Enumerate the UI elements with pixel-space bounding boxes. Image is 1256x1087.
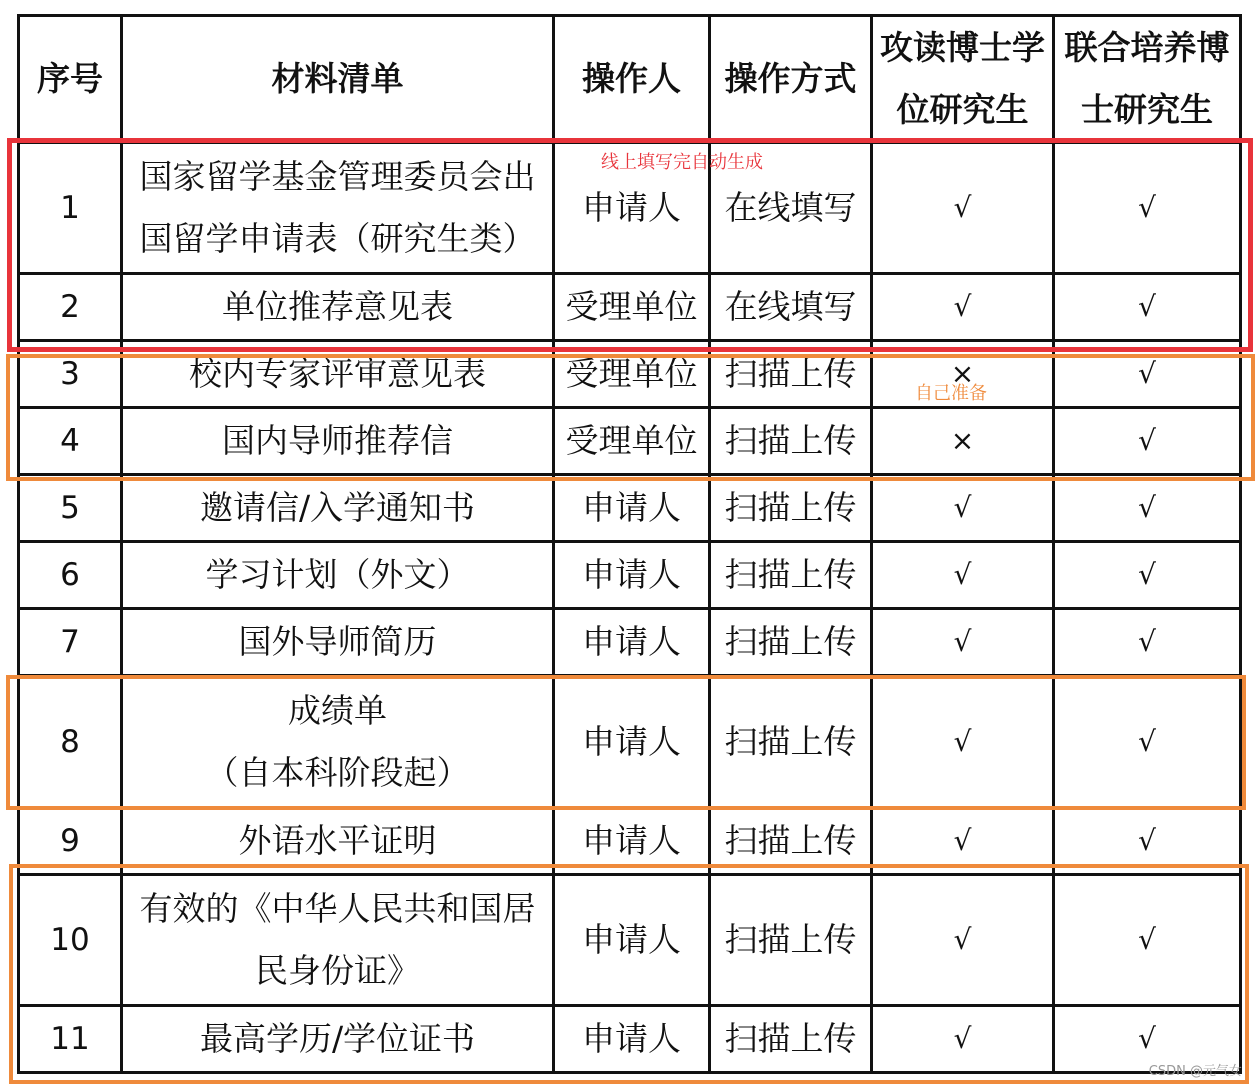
row-material <box>122 542 554 609</box>
header-seq: 序号 <box>19 16 122 143</box>
row-seq: 5 <box>19 475 122 542</box>
row-material-line: 外语水平证明 <box>238 821 437 860</box>
row-material-line: 有效的《中华人民共和国居 <box>139 889 536 928</box>
row-phd-mark: × <box>872 408 1054 475</box>
row-phd-mark: √ <box>872 676 1054 808</box>
row-material <box>122 875 554 1006</box>
row-operator: 受理单位 <box>554 408 710 475</box>
row-phd-mark: √ <box>872 274 1054 341</box>
row-phd-mark: √ <box>872 609 1054 676</box>
row-material-line: 民身份证》 <box>255 951 420 990</box>
header-method: 操作方式 <box>710 16 872 143</box>
row-joint-mark: √ <box>1054 875 1241 1006</box>
row-material <box>122 808 554 875</box>
row-material-line: 单位推荐意见表 <box>222 287 453 326</box>
row-operator: 申请人 <box>554 676 710 808</box>
materials-table <box>17 14 1242 1074</box>
row-material-line: （自本科阶段起） <box>205 752 470 792</box>
header-phd-line2: 位研究生 <box>896 90 1029 129</box>
table-row <box>19 542 1241 609</box>
row-joint-mark: √ <box>1054 475 1241 542</box>
row-method: 扫描上传 <box>710 408 872 475</box>
row-phd-mark: √ <box>872 475 1054 542</box>
row-phd-mark: √ <box>872 542 1054 609</box>
row-joint-mark: √ <box>1054 542 1241 609</box>
row-method: 在线填写 <box>710 143 872 274</box>
row-operator: 申请人 <box>554 542 710 609</box>
row-phd-mark: √ <box>872 808 1054 875</box>
table-row <box>19 676 1241 808</box>
row-material <box>122 341 554 408</box>
row-seq: 1 <box>19 143 122 274</box>
watermark: CSDN @元气女 <box>1148 1064 1242 1079</box>
row-joint-mark: √ <box>1054 274 1241 341</box>
row-material-line: 国家留学基金管理委员会出 <box>139 157 536 196</box>
row-phd-mark: × <box>872 341 1054 408</box>
row-seq: 10 <box>19 875 122 1006</box>
row-phd-mark: √ <box>872 143 1054 274</box>
row-material-line: 学习计划（外文） <box>205 555 470 594</box>
row-material-line: 成绩单 <box>288 690 387 730</box>
row-operator: 申请人 <box>554 1006 710 1073</box>
row-seq: 7 <box>19 609 122 676</box>
table-row <box>19 1006 1241 1073</box>
row-method: 扫描上传 <box>710 676 872 808</box>
row-method: 扫描上传 <box>710 542 872 609</box>
self-prepare-note: 自己准备 <box>915 383 987 404</box>
row-operator: 申请人 <box>554 875 710 1006</box>
row-material-line: 国外导师简历 <box>238 622 437 661</box>
row-seq: 8 <box>19 676 122 808</box>
row-operator: 申请人 <box>554 475 710 542</box>
header-phd-line1: 攻读博士学 <box>880 28 1045 67</box>
header-material: 材料清单 <box>122 16 554 143</box>
row-joint-mark: √ <box>1054 808 1241 875</box>
row-material <box>122 274 554 341</box>
table-row <box>19 408 1241 475</box>
row-seq: 4 <box>19 408 122 475</box>
header-operator: 操作人 <box>554 16 710 143</box>
row-joint-mark: √ <box>1054 609 1241 676</box>
header-joint <box>1054 16 1241 143</box>
row-material-line: 校内专家评审意见表 <box>189 354 486 393</box>
online-fill-note: 线上填写完自动生成 <box>601 152 763 173</box>
row-phd-mark: √ <box>872 1006 1054 1073</box>
row-operator: 受理单位 <box>554 341 710 408</box>
row-operator: 申请人 <box>554 609 710 676</box>
row-material-line: 国留学申请表（研究生类） <box>139 219 536 258</box>
row-material <box>122 1006 554 1073</box>
table-row <box>19 274 1241 341</box>
row-material <box>122 609 554 676</box>
row-method: 扫描上传 <box>710 341 872 408</box>
row-seq: 9 <box>19 808 122 875</box>
row-method: 在线填写 <box>710 274 872 341</box>
row-operator: 受理单位 <box>554 274 710 341</box>
header-phd <box>872 16 1054 143</box>
row-method: 扫描上传 <box>710 475 872 542</box>
row-operator: 申请人 <box>554 808 710 875</box>
header-row <box>19 16 1241 143</box>
row-material-line: 国内导师推荐信 <box>222 421 453 460</box>
table-row <box>19 808 1241 875</box>
row-joint-mark: √ <box>1054 143 1241 274</box>
row-material <box>122 408 554 475</box>
row-material-line: 最高学历/学位证书 <box>199 1019 476 1058</box>
row-joint-mark: √ <box>1054 676 1241 808</box>
row-joint-mark: √ <box>1054 341 1241 408</box>
row-phd-mark: √ <box>872 875 1054 1006</box>
table-row <box>19 609 1241 676</box>
table-row <box>19 875 1241 1006</box>
row-joint-mark: √ <box>1054 408 1241 475</box>
row-method: 扫描上传 <box>710 808 872 875</box>
row-joint-mark: √ <box>1054 1006 1241 1073</box>
row-material-line: 邀请信/入学通知书 <box>199 488 476 527</box>
row-method: 扫描上传 <box>710 875 872 1006</box>
row-seq: 2 <box>19 274 122 341</box>
table-row <box>19 475 1241 542</box>
row-material <box>122 475 554 542</box>
row-material <box>122 676 554 808</box>
row-method: 扫描上传 <box>710 609 872 676</box>
table-body <box>19 143 1241 1073</box>
row-seq: 6 <box>19 542 122 609</box>
row-seq: 11 <box>19 1006 122 1073</box>
row-material <box>122 143 554 274</box>
header-joint-line1: 联合培养博 <box>1064 28 1230 67</box>
header-joint-line2: 士研究生 <box>1081 90 1213 129</box>
table-row <box>19 341 1241 408</box>
row-method: 扫描上传 <box>710 1006 872 1073</box>
row-seq: 3 <box>19 341 122 408</box>
row-operator: 申请人 <box>554 143 710 274</box>
